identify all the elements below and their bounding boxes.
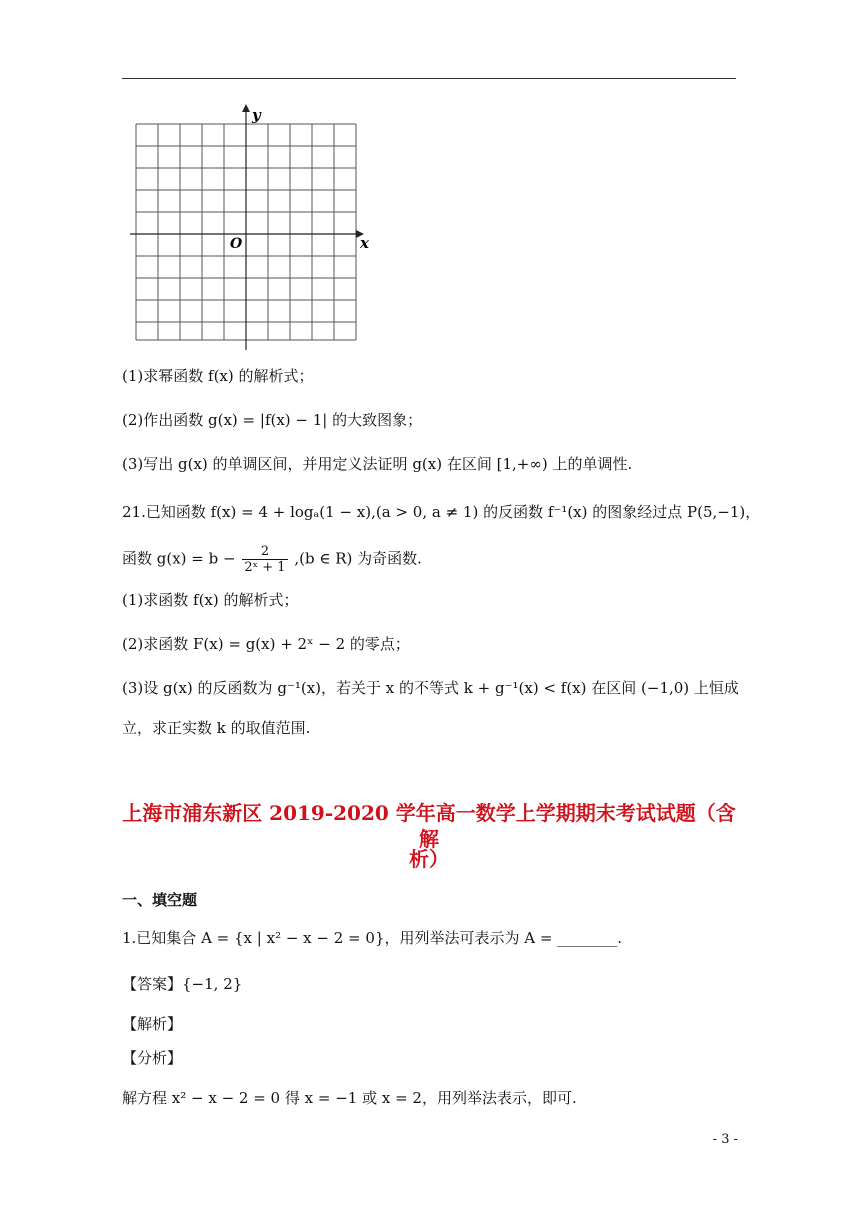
q20-part3: (3)写出 g(x) 的单调区间，并用定义法证明 g(x) 在区间 [1,+∞) 上的单调性. [122, 455, 633, 473]
fraction-denominator: 2ˣ + 1 [244, 560, 286, 575]
coordinate-grid [128, 102, 378, 352]
q20-part1: (1)求幂函数 f(x) 的解析式； [122, 367, 314, 385]
origin-label: O [230, 236, 243, 252]
q21-part3b: 立，求正实数 k 的取值范围. [122, 719, 311, 737]
q21-part2: (2)求函数 F(x) = g(x) + 2ˣ − 2 的零点； [122, 635, 410, 653]
q1-analysis-label: 【解析】 [122, 1015, 183, 1033]
x-axis-label: x [360, 234, 369, 252]
y-axis-label: y [252, 106, 261, 124]
fraction-numerator: 2 [242, 544, 287, 560]
q21-part3a: (3)设 g(x) 的反函数为 g⁻¹(x)，若关于 x 的不等式 k + g⁻¹(x) < f(x) 在区间 (−1,0) 上恒成 [122, 679, 739, 697]
header-rule [122, 78, 736, 79]
q21-line2-before: 函数 g(x) = b − [122, 549, 236, 568]
q1-fenxi-label: 【分析】 [122, 1049, 183, 1067]
fraction [242, 544, 287, 575]
exam-title-line2: 析） [409, 847, 449, 871]
q21-part1: (1)求函数 f(x) 的解析式； [122, 591, 299, 609]
y-axis-arrow-icon [242, 104, 250, 112]
q21-line2-after: ,(b ∈ R) 为奇函数. [294, 549, 422, 568]
q21-line2 [122, 544, 422, 575]
q1-answer: 【答案】{−1, 2} [122, 975, 243, 993]
q1-stem: 1.已知集合 A = {x | x² − x − 2 = 0}，用列举法可表示为 A = ________. [122, 929, 622, 947]
q1-solution: 解方程 x² − x − 2 = 0 得 x = −1 或 x = 2，用列举法表示，即可. [122, 1089, 577, 1107]
grid-svg [128, 102, 378, 352]
exam-title-line1: 上海市浦东新区 2019-2020 学年高一数学上学期期末考试试题（含解 [122, 801, 736, 851]
page-number: - 3 - [712, 1132, 738, 1147]
q20-part2: (2)作出函数 g(x) = |f(x) − 1| 的大致图象； [122, 411, 423, 429]
section-heading: 一、填空题 [122, 891, 198, 909]
q21-intro: 21.已知函数 f(x) = 4 + logₐ(1 − x),(a > 0, a ≠ 1) 的反函数 f⁻¹(x) 的图象经过点 P(5,−1)， [122, 503, 761, 521]
